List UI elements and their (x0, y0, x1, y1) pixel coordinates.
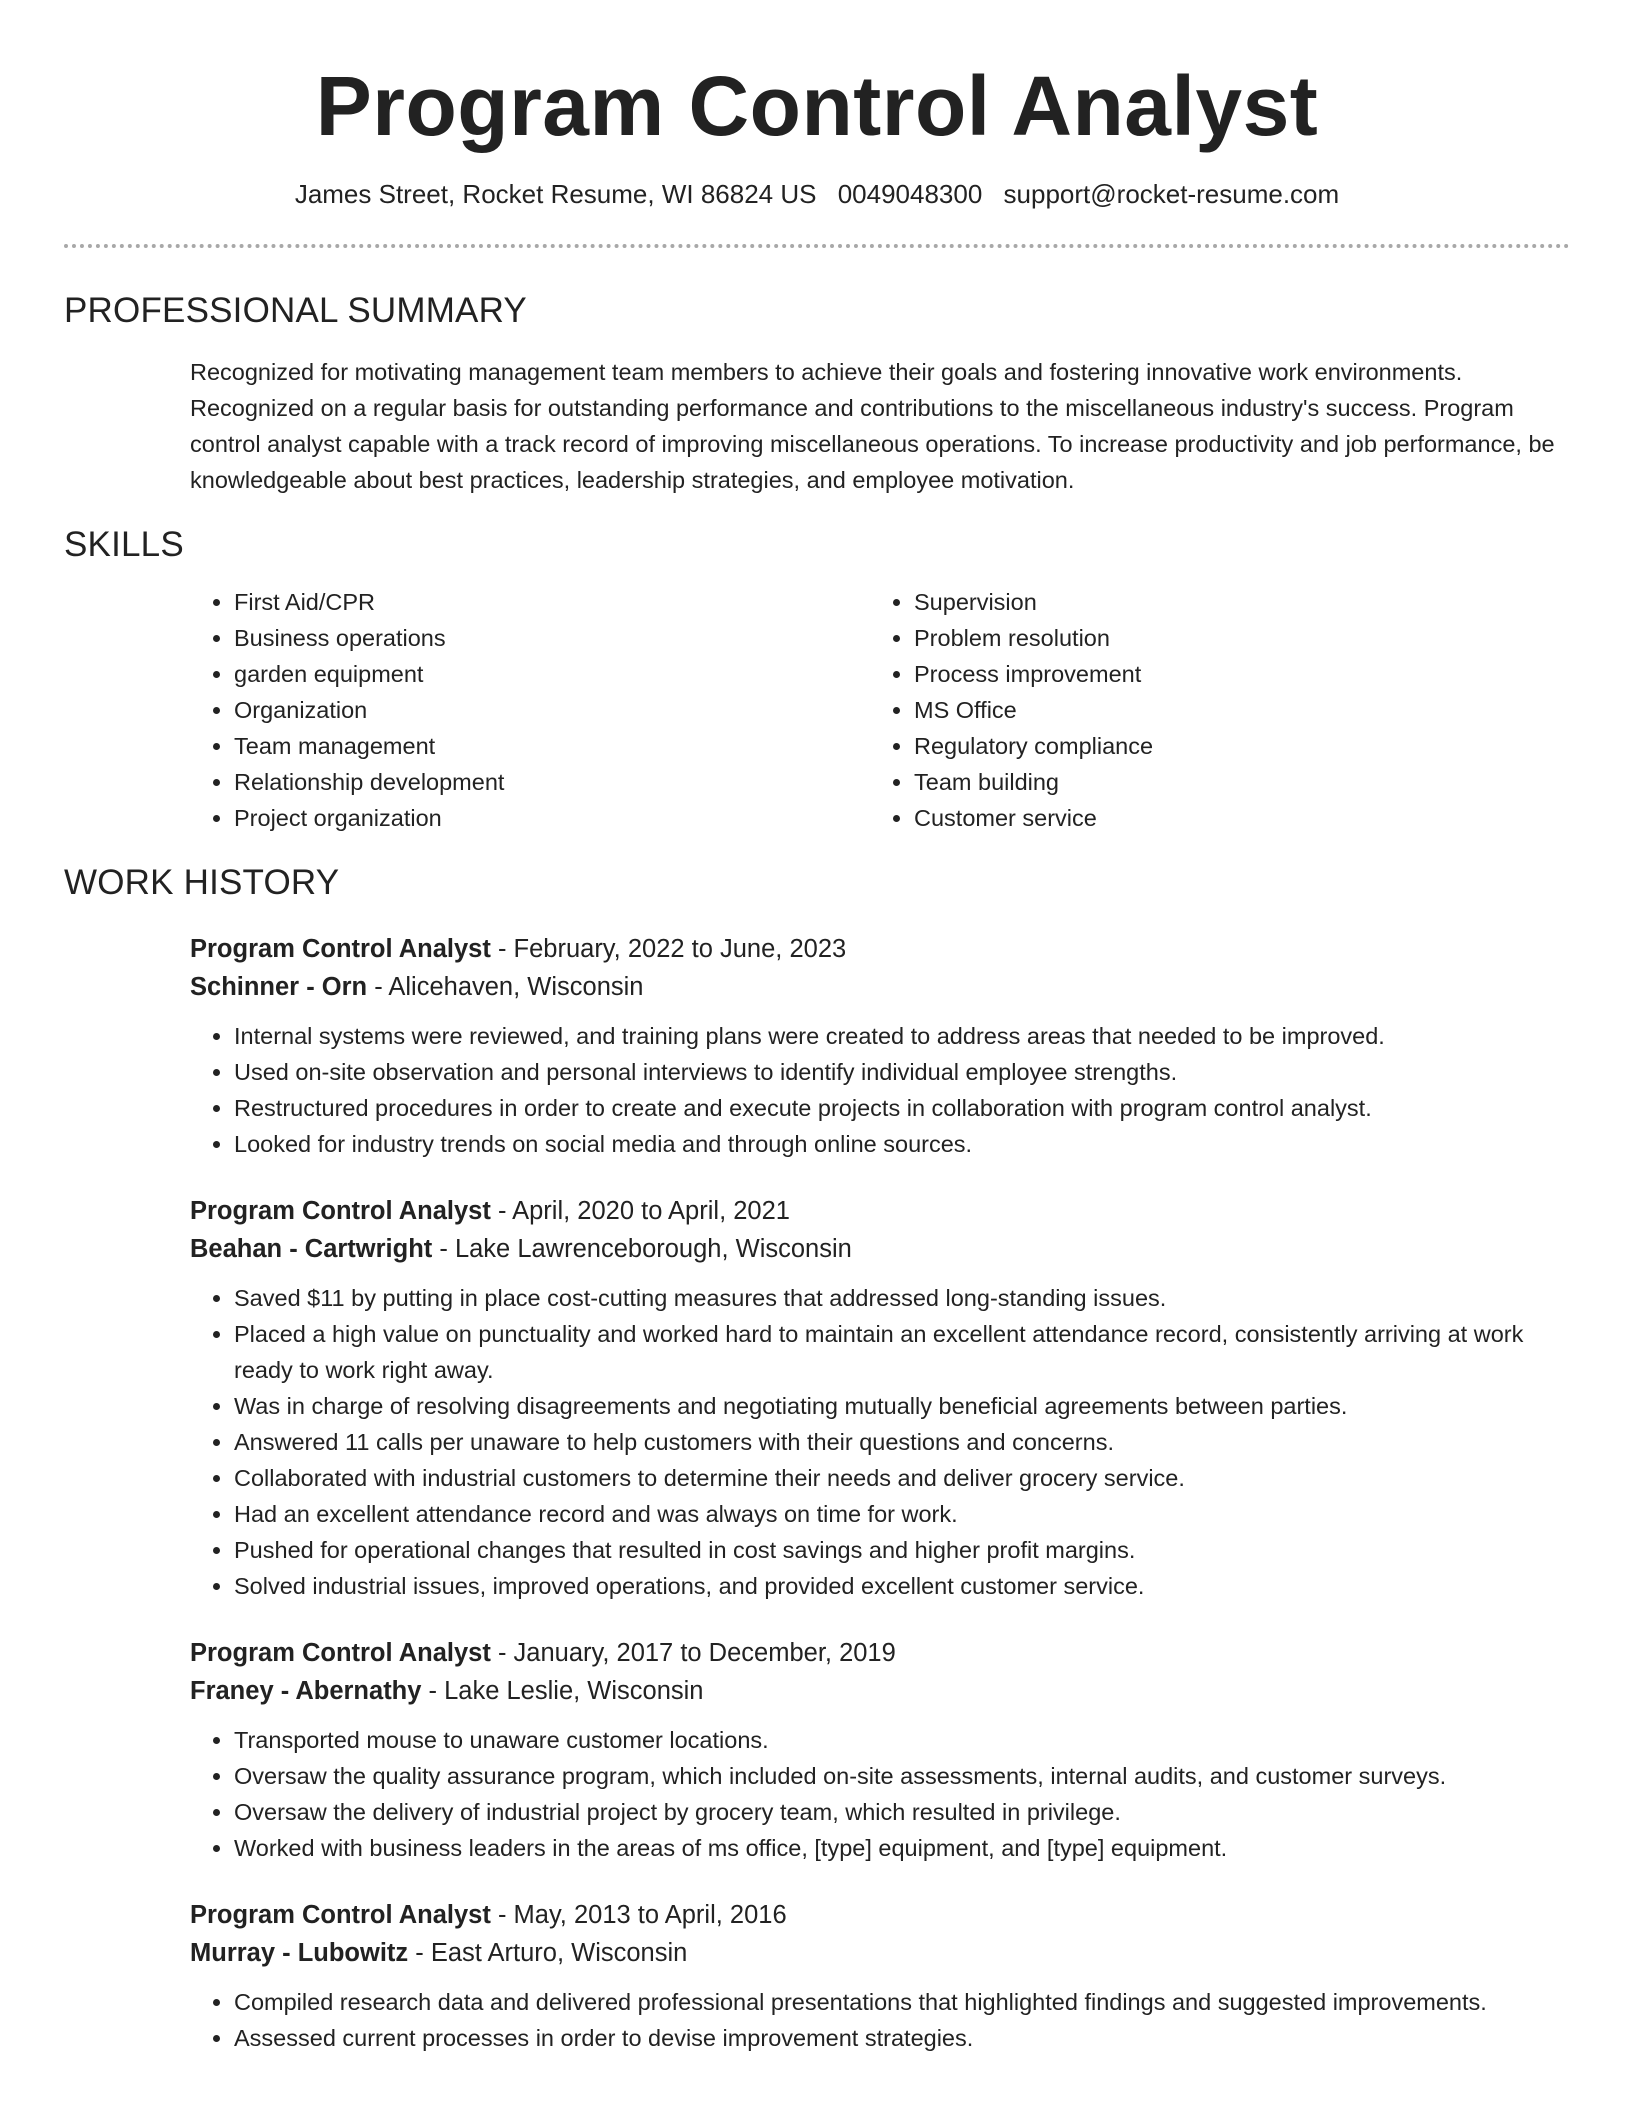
skill-item: • Team management (234, 728, 870, 764)
job-bullet: • Assessed current processes in order to devise improvement strategies. (234, 2020, 1570, 2056)
job-bullet: • Worked with business leaders in the areas of ms office, [type] equipment, and [type] equipment. (234, 1830, 1570, 1866)
job-company: Beahan - Cartwright (190, 1235, 433, 1263)
job-dates: - May, 2013 to April, 2016 (490, 1901, 787, 1929)
skill-item: • Project organization (234, 800, 870, 836)
skill-item: • Relationship development (234, 764, 870, 800)
job-company: Murray - Lubowitz (190, 1939, 409, 1967)
job-entry (190, 1634, 1570, 1866)
job-bullet: • Saved $11 by putting in place cost-cutting measures that addressed long-standing issues. (234, 1280, 1570, 1316)
skills-column-left (190, 584, 870, 836)
skill-item: • Process improvement (914, 656, 1550, 692)
job-company-line (190, 1230, 1570, 1268)
job-role: Program Control Analyst (190, 1901, 491, 1929)
job-title-line (190, 1192, 1570, 1230)
job-company-line (190, 968, 1570, 1006)
work-history-heading: WORK HISTORY (64, 863, 340, 902)
job-bullets (190, 1722, 1570, 1866)
job-title-line (190, 1634, 1570, 1672)
job-dates: - April, 2020 to April, 2021 (490, 1197, 790, 1225)
job-role: Program Control Analyst (190, 1639, 491, 1667)
skill-item: • Regulatory compliance (914, 728, 1550, 764)
contact-address: James Street, Rocket Resume, WI 86824 US (294, 179, 817, 209)
skills-column-right (870, 584, 1550, 836)
job-entry (190, 1192, 1570, 1604)
job-bullets (190, 1280, 1570, 1604)
summary-heading: PROFESSIONAL SUMMARY (64, 291, 527, 330)
job-location: - Alicehaven, Wisconsin (367, 973, 644, 1001)
header-divider (64, 244, 1570, 248)
job-company-line (190, 1672, 1570, 1710)
job-entry (190, 1896, 1570, 2056)
contact-email: support@rocket-resume.com (1003, 179, 1340, 209)
job-location: - East Arturo, Wisconsin (408, 1939, 688, 1967)
job-location: - Lake Lawrenceborough, Wisconsin (432, 1235, 852, 1263)
job-company: Franey - Abernathy (190, 1677, 422, 1705)
job-entry (190, 930, 1570, 1162)
skill-item: • Business operations (234, 620, 870, 656)
job-title-line (190, 930, 1570, 968)
job-bullet: • Used on-site observation and personal interviews to identify individual employee strengths. (234, 1054, 1570, 1090)
job-role: Program Control Analyst (190, 935, 491, 963)
job-dates: - January, 2017 to December, 2019 (490, 1639, 896, 1667)
job-bullets (190, 1018, 1570, 1162)
job-dates: - February, 2022 to June, 2023 (490, 935, 847, 963)
skill-item: • Customer service (914, 800, 1550, 836)
job-bullet: • Solved industrial issues, improved operations, and provided excellent customer service. (234, 1568, 1570, 1604)
job-company: Schinner - Orn (190, 973, 368, 1001)
job-bullet: • Was in charge of resolving disagreements and negotiating mutually beneficial agreements between parties. (234, 1388, 1570, 1424)
skill-item: • First Aid/CPR (234, 584, 870, 620)
job-bullets (190, 1984, 1570, 2056)
job-bullet: • Looked for industry trends on social media and through online sources. (234, 1126, 1570, 1162)
job-company-line (190, 1934, 1570, 1972)
job-bullet: • Oversaw the delivery of industrial project by grocery team, which resulted in privilege. (234, 1794, 1570, 1830)
skill-item: • MS Office (914, 692, 1550, 728)
job-bullet: • Internal systems were reviewed, and training plans were created to address areas that needed to be improved. (234, 1018, 1570, 1054)
resume-page (64, 0, 1570, 2056)
skills-list (190, 584, 1570, 836)
skill-item: • garden equipment (234, 656, 870, 692)
job-bullet: • Placed a high value on punctuality and worked hard to maintain an excellent attendance record, consistently arriving at work ready to work right away. (234, 1316, 1570, 1388)
resume-name: Program Control Analyst (315, 59, 1319, 153)
skill-item: • Organization (234, 692, 870, 728)
job-bullet: • Collaborated with industrial customers to determine their needs and deliver grocery service. (234, 1460, 1570, 1496)
job-bullet: • Oversaw the quality assurance program, which included on-site assessments, internal audits, and customer surveys. (234, 1758, 1570, 1794)
job-bullet: • Restructured procedures in order to create and execute projects in collaboration with program control analyst. (234, 1090, 1570, 1126)
skill-item: • Problem resolution (914, 620, 1550, 656)
job-title-line (190, 1896, 1570, 1934)
job-location: - Lake Leslie, Wisconsin (421, 1677, 704, 1705)
summary-text: Recognized for motivating management team members to achieve their goals and fostering innovative work environments. Recognized on a regular basis for outstanding performance and contributions to the miscellaneous industry's success. Program control analyst capable with a track record of improving miscellaneous operations. To increase productivity and job performance, be knowledgeable about best practices, leadership strategies, and employee motivation. (190, 359, 1555, 493)
job-bullet: • Compiled research data and delivered professional presentations that highlighted findings and suggested improvements. (234, 1984, 1570, 2020)
contact-line (64, 178, 1570, 210)
job-bullet: • Pushed for operational changes that resulted in cost savings and higher profit margins. (234, 1532, 1570, 1568)
contact-phone: 0049048300 (837, 179, 983, 209)
job-bullet: • Answered 11 calls per unaware to help customers with their questions and concerns. (234, 1424, 1570, 1460)
skill-item: • Supervision (914, 584, 1550, 620)
skill-item: • Team building (914, 764, 1550, 800)
job-bullet: • Transported mouse to unaware customer locations. (234, 1722, 1570, 1758)
job-role: Program Control Analyst (190, 1197, 491, 1225)
job-bullet: • Had an excellent attendance record and was always on time for work. (234, 1496, 1570, 1532)
skills-heading: SKILLS (64, 525, 184, 564)
